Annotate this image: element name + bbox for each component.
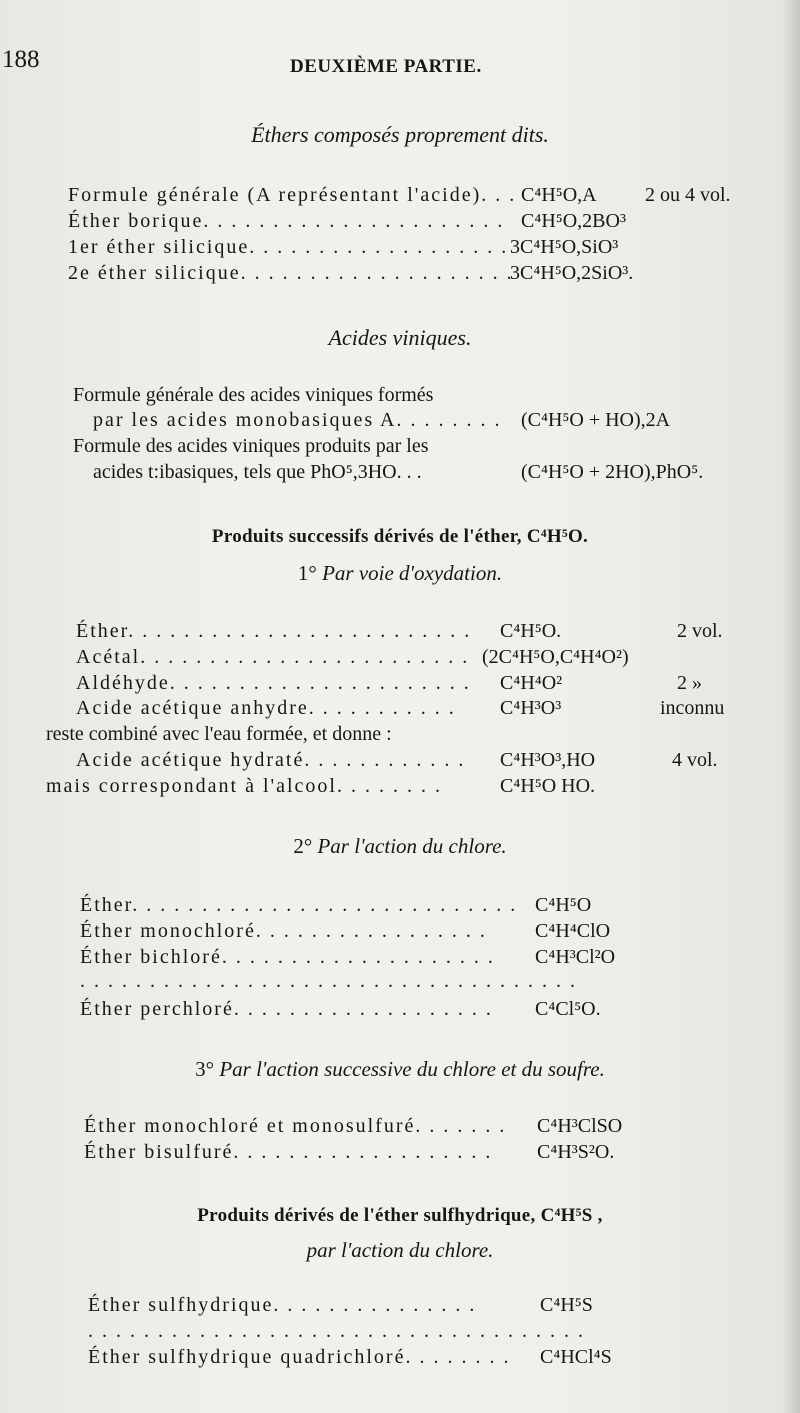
- s3-row-formula: C⁴H³O³: [500, 697, 562, 719]
- s6-row-ellipsis: . . . . . . . . . . . . . . . . . . . . . . . . . . . . . . . . . . . .: [88, 1320, 585, 1342]
- s5-row-formula: C⁴H³S²O.: [537, 1141, 615, 1163]
- s1-row-extra: 2 ou 4 vol.: [645, 184, 731, 206]
- s6-row-label: Éther sulfhydrique. . . . . . . . . . . . . . .: [88, 1294, 477, 1316]
- running-title: DEUXIÈME PARTIE.: [290, 56, 482, 77]
- subsection-number: 2°: [293, 834, 313, 858]
- section-title-ether-sulfhydrique: Produits dérivés de l'éther sulfhydrique, C⁴H⁵S ,: [197, 1205, 603, 1226]
- section-title-acides-viniques: Acides viniques.: [328, 325, 472, 350]
- s3-row-extra: 4 vol.: [672, 749, 718, 771]
- page-gutter-shadow: [782, 0, 800, 1413]
- s5-row-label: Éther monochloré et monosulfuré. . . . . . .: [84, 1115, 507, 1137]
- subsection-number: 3°: [195, 1057, 215, 1081]
- s4-row-label: Éther bichloré. . . . . . . . . . . . . . . . . . . .: [80, 946, 495, 968]
- s4-row-label: Éther perchloré. . . . . . . . . . . . . . . . . . .: [80, 998, 493, 1020]
- s3-row-extra: inconnu: [660, 697, 725, 719]
- s1-row-formula: 3C⁴H⁵O,2SiO³.: [510, 262, 634, 284]
- section-title-ethers-composes: Éthers composés proprement dits.: [251, 122, 549, 147]
- s3-row-label: mais correspondant à l'alcool. . . . . . . .: [46, 775, 442, 797]
- s3-row-formula: (2C⁴H⁵O,C⁴H⁴O²): [482, 646, 629, 668]
- s4-row-formula: C⁴Cl⁵O.: [535, 998, 601, 1020]
- s4-row-formula: C⁴H³Cl²O: [535, 946, 616, 968]
- s1-row-label: 2e éther silicique. . . . . . . . . . . . . . . . . . . .: [68, 262, 514, 284]
- s1-row-formula: C⁴H⁵O,2BO³: [521, 210, 626, 232]
- s1-row-label: Formule générale (A représentant l'acide). . .: [68, 184, 517, 206]
- s3-row-extra: 2 »: [677, 672, 702, 694]
- s2-line: acides t:ibasiques, tels que PhO⁵,3HO. . .: [93, 461, 422, 483]
- s3-row-label: reste combiné avec l'eau formée, et donne :: [46, 723, 392, 745]
- s5-row-label: Éther bisulfuré. . . . . . . . . . . . . . . . . . .: [84, 1141, 493, 1163]
- subsection-chlore: [0, 834, 800, 859]
- s2-formula: (C⁴H⁵O + HO),2A: [521, 409, 671, 431]
- s3-row-label: Éther. . . . . . . . . . . . . . . . . . . . . . . . .: [76, 620, 472, 642]
- subsection-number: 1°: [297, 561, 317, 585]
- s4-row-label: Éther. . . . . . . . . . . . . . . . . . . . . . . . . . . .: [80, 894, 518, 916]
- s1-row-formula: C⁴H⁵O,A: [521, 184, 597, 206]
- s3-row-formula: C⁴H⁵O HO.: [500, 775, 596, 797]
- subsection-title: par l'action du chlore.: [306, 1238, 494, 1262]
- s4-row-formula: C⁴H⁴ClO: [535, 920, 611, 942]
- subsection-title: Par voie d'oxydation.: [322, 561, 503, 585]
- s3-row-formula: C⁴H⁵O.: [500, 620, 562, 642]
- s6-row-formula: C⁴H⁵S: [540, 1294, 593, 1316]
- s3-row-label: Acide acétique anhydre. . . . . . . . . . .: [76, 697, 456, 719]
- section-title-produits-successifs: Produits successifs dérivés de l'éther, C⁴H⁵O.: [211, 526, 589, 547]
- s3-row-formula: C⁴H³O³,HO: [500, 749, 596, 771]
- s4-row-formula: C⁴H⁵O: [535, 894, 592, 916]
- s1-row-label: Éther borique. . . . . . . . . . . . . . . . . . . . . .: [68, 210, 505, 232]
- s2-formula: (C⁴H⁵O + 2HO),PhO⁵.: [521, 461, 704, 483]
- s4-row-ellipsis: . . . . . . . . . . . . . . . . . . . . . . . . . . . . . . . . . . . .: [80, 970, 577, 992]
- s3-row-label: Aldéhyde. . . . . . . . . . . . . . . . . . . . . .: [76, 672, 471, 694]
- s3-row-label: Acétal. . . . . . . . . . . . . . . . . . . . . . . .: [76, 646, 470, 668]
- s2-line: Formule des acides viniques produits par les: [73, 435, 429, 457]
- s3-row-extra: 2 vol.: [677, 620, 723, 642]
- s1-row-label: 1er éther silicique. . . . . . . . . . . . . . . . . . .: [68, 236, 509, 258]
- s6-row-label: Éther sulfhydrique quadrichloré. . . . . . . .: [88, 1346, 511, 1368]
- subsection-oxydation: [0, 561, 800, 586]
- s1-row-formula: 3C⁴H⁵O,SiO³: [510, 236, 619, 258]
- s2-line: Formule générale des acides viniques formés: [73, 384, 434, 406]
- s4-row-label: Éther monochloré. . . . . . . . . . . . . . . . .: [80, 920, 487, 942]
- s6-row-formula: C⁴HCl⁴S: [540, 1346, 612, 1368]
- s5-row-formula: C⁴H³ClSO: [537, 1115, 623, 1137]
- s3-row-label: Acide acétique hydraté. . . . . . . . . . . .: [76, 749, 466, 771]
- subsection-title: Par l'action du chlore.: [317, 834, 507, 858]
- page-number: 188: [2, 46, 40, 73]
- subsection-title: Par l'action successive du chlore et du soufre.: [219, 1057, 605, 1081]
- subsection-chlore-soufre: [0, 1057, 800, 1082]
- s2-line: par les acides monobasiques A. . . . . . . .: [93, 409, 502, 431]
- s3-row-formula: C⁴H⁴O²: [500, 672, 563, 694]
